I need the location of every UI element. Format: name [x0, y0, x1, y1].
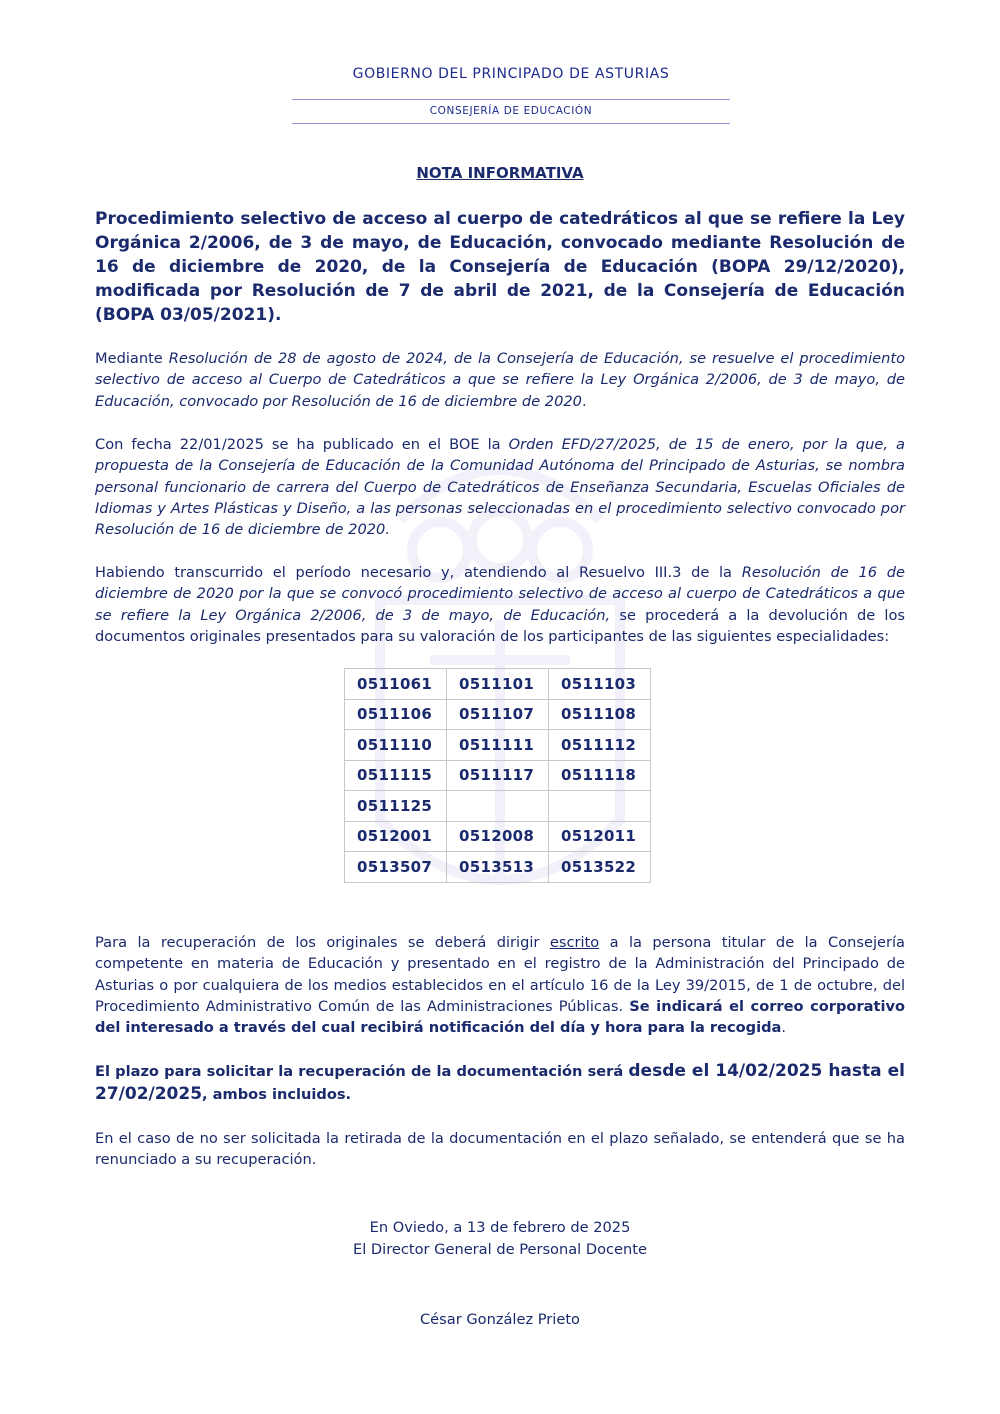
table-row [345, 699, 651, 730]
paragraph-text: Con fecha 22/01/2025 se ha publicado en el BOE la [95, 436, 509, 453]
paragraph-text: Para la recuperación de los originales se deberá dirigir [95, 934, 550, 951]
paragraph-text: . [581, 392, 587, 410]
document-title: NOTA INFORMATIVA [416, 164, 584, 182]
table-row [345, 821, 651, 852]
signature-block [0, 1217, 1000, 1260]
government-name: GOBIERNO DEL PRINCIPADO DE ASTURIAS [352, 66, 670, 82]
department-name: CONSEJERÍA DE EDUCACIÓN [429, 105, 593, 117]
specialty-code: 0511103 [549, 669, 651, 700]
specialty-code: 0511107 [447, 699, 549, 730]
specialty-code: 0511110 [345, 730, 447, 761]
document-subject: Procedimiento selectivo de acceso al cuerpo de catedráticos al que se refiere la Ley Orgánica 2/2006, de 3 de mayo, de Educación, convocado mediante Resolución de 16 de diciembre de 2020, de la Consejería de Educación (BOPA 29/12/2020), modificada por Resolución de 7 de abril de 2021, de la Consejería de Educación (BOPA 03/05/2021). [95, 209, 905, 325]
paragraph-recovery-instructions [95, 932, 905, 1038]
specialty-code: 0513513 [447, 852, 549, 883]
place-date: En Oviedo, a 13 de febrero de 2025 [369, 1219, 631, 1236]
table-row [345, 760, 651, 791]
specialty-code: 0511125 [345, 791, 447, 822]
escrito-link[interactable]: escrito [549, 934, 600, 951]
paragraph-bold-text: Se indicará el correo corporativo del interesado a través del cual recibirá notificación del día y hora para la recogida [95, 997, 906, 1037]
specialty-code: 0512008 [447, 821, 549, 852]
table-row [345, 852, 651, 883]
paragraph-italic-text: Resolución de 16 de diciembre de 2020 por la que se convocó procedimiento selectivo de acceso al cuerpo de Catedráticos a que se refiere la Ley Orgánica 2/2006, de 3 de mayo, de Educación, [95, 564, 905, 624]
table-row [345, 791, 651, 822]
specialty-code: 0511061 [345, 669, 447, 700]
signer-name: César González Prieto [419, 1311, 580, 1328]
letterhead [292, 64, 730, 124]
specialty-code: 0511115 [345, 760, 447, 791]
paragraph-text: Mediante [95, 350, 169, 367]
specialty-code: 0511101 [447, 669, 549, 700]
paragraph-italic-text: Resolución de 28 de agosto de 2024, de la Consejería de Educación, se resuelve el procedimiento selectivo de acceso al Cuerpo de Catedráticos a que se refiere la Ley Orgánica 2/2006, de 3 de mayo, de Educación, convocado por Resolución de 16 de diciembre de 2020 [95, 350, 905, 410]
paragraph-text: , ambos incluidos. [202, 1086, 352, 1103]
paragraph-text: El plazo para solicitar la recuperación de la documentación será [95, 1063, 629, 1080]
specialty-code: 0512011 [549, 821, 651, 852]
paragraph-deadline [95, 1060, 905, 1106]
deadline-dates: desde el 14/02/2025 hasta el 27/02/2025 [95, 1061, 905, 1104]
paragraph-renunciation: En el caso de no ser solicitada la retirada de la documentación en el plazo señalado, se entenderá que se ha renunciado a su recuperación. [95, 1130, 905, 1169]
header-divider [292, 123, 730, 124]
specialty-code: 0513522 [549, 852, 651, 883]
specialty-code [447, 791, 549, 822]
paragraph-boe-publication [95, 434, 905, 540]
specialty-code: 0511106 [345, 699, 447, 730]
specialty-code: 0511111 [447, 730, 549, 761]
paragraph-text: a la persona titular de la Consejería competente en materia de Educación y presentado en el registro de la Administración del Principado de Asturias o por cualquiera de los medios establecidos en el artículo 16 de la Ley 39/2015, de 1 de octubre, del Procedimiento Administrativo Común de las Administraciones Públicas. [95, 934, 905, 1015]
specialty-code: 0512001 [345, 821, 447, 852]
signer-position: El Director General de Personal Docente [352, 1240, 647, 1258]
specialty-code: 0511112 [549, 730, 651, 761]
header-divider [292, 99, 730, 100]
specialty-code: 0511117 [447, 760, 549, 791]
paragraph-resolution [95, 348, 905, 412]
specialty-code: 0511118 [549, 760, 651, 791]
paragraph-document-return [95, 562, 905, 647]
specialty-code: 0511108 [549, 699, 651, 730]
paragraph-text: Habiendo transcurrido el período necesario y, atendiendo al Resuelvo III.3 de la [95, 564, 742, 581]
table-row [345, 669, 651, 700]
specialties-table [344, 668, 651, 883]
paragraph-text: se procederá a la devolución de los documentos originales presentados para su valoración de los participantes de las siguientes especialidades: [95, 606, 905, 645]
paragraph-text: . [781, 1019, 787, 1037]
specialty-code [549, 791, 651, 822]
specialty-code: 0513507 [345, 852, 447, 883]
paragraph-italic-text: Orden EFD/27/2025, de 15 de enero, por la que, a propuesta de la Consejería de Educación de la Comunidad Autónoma del Principado de Asturias, se nombra personal funcionario de carrera del Cuerpo de Catedráticos de Enseñanza Secundaria, Escuelas Oficiales de Idiomas y Artes Plásticas y Diseño, a las personas seleccionadas en el procedimiento selectivo convocado por Resolución de 16 de diciembre de 2020. [95, 436, 905, 539]
table-row [345, 730, 651, 761]
